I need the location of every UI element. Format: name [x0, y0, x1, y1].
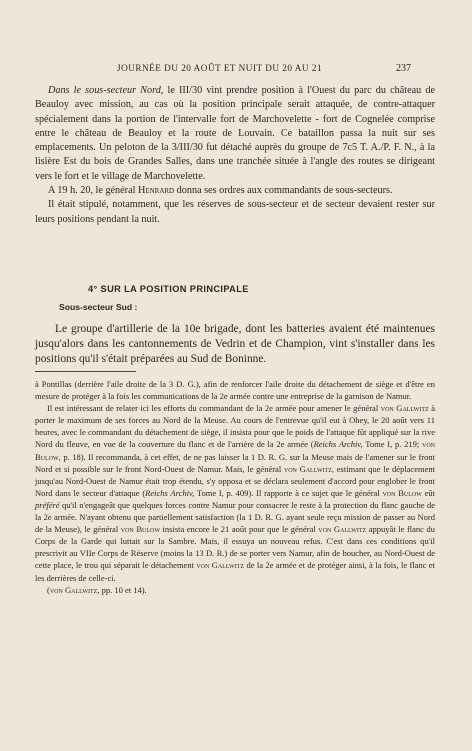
- paragraph-artillerie: Le groupe d'artillerie de la 10e brigade, dont les batteries avaient été maintenues jusqu'alors dans les cantonnements de Vedrin et de Champion, vint s'installer dans les positions qu'il s'était préparées au Sud de Boninne.: [35, 323, 435, 365]
- subsection-heading: Sous-secteur Sud :: [59, 302, 138, 312]
- section-heading: 4° SUR LA POSITION PRINCIPALE: [88, 284, 249, 294]
- running-title: JOURNÉE DU 20 AOÛT ET NUIT DU 20 AU 21: [117, 63, 323, 73]
- footnote-gallwitz: Il est intéressant de relater ici les efforts du commandant de la 2e armée pour amener le général von Gallwitz à porter le maximum de ses forces au Nord de la Meuse. Au cours de l'entrevue qu'il eut à Ohey, le 20 août vers 11 heures, avec le commandant du détachement de siège, il insista pour que le poids de l'attaque fût appliqué sur la rive Nord du fleuve, en vue de la couverture du flanc et de l'arrière de la 2e armée (Reichs Archiv, Tome I, p. 219; von Bulow, p. 18). Il recommanda, à cet effet, de ne pas laisser la 1 D. R. G. sur la Meuse mais de l'amener sur le front Nord et si possible sur le front Nord-Ouest de Namur. Mais, le général von Gallwitz, estimant que le déplacement jusqu'au Nord-Ouest de Namur était trop étendu, s'y opposa et se déclara seulement d'accord pour englober le front Nord dans le secteur d'attaque (Reichs Archiv, Tome I, p. 409). Il rapporte à ce sujet que le général von Bulow eût préféré qu'il n'engageât que quelques forces contre Namur pour consacrer le reste à la protection du flanc gauche de la 2e armée. N'ayant obtenu que partiellement satisfaction (la 1 D. R. G. ayant seule reçu mission de passer au Nord de la Meuse), le général von Bulow insista encore le 21 août pour que le général von Gallwitz appuyât le flanc du Corps de la Garde qui luttait sur la Sambre. Mais, il essuya un nouveau refus. C'est dans ces conditions qu'il prescrivit au VIIe Corps de Réserve (moins la 13 D. R.) de se porter vers Namur, afin de boucher, au Nord-Ouest de cette place, le trou qui séparait le détachement von Gallwitz de la 2e armée et de protéger ainsi, à la fois, le flanc et les derrières de celle-ci.: [35, 403, 436, 583]
- main-text: [35, 84, 435, 227]
- running-head: [0, 63, 472, 77]
- footnote-citation: (von Gallwitz, pp. 10 et 14).: [47, 584, 147, 595]
- paragraph-sous-secteur-nord: [35, 84, 435, 184]
- section-text: [35, 322, 435, 366]
- footnotes: [35, 378, 435, 596]
- paragraph-ordres: A 19 h. 20, le général Henrard donna ses ordres aux commandants de sous-secteurs.: [48, 185, 393, 197]
- person-name: Henrard: [137, 185, 175, 197]
- paragraph-reserves: Il était stipulé, notamment, que les réserves de sous-secteur et de secteur devaient rester sur leurs positions pendant la nuit.: [35, 199, 435, 225]
- paragraph-text: le III/30 vint prendre position à l'Ouest du parc du château de Beauloy avec mission, au cas où la position principale serait attaquée, de contre-attaquer spécialement dans la portion de l'intervalle fort de Marchovelette - fort de Cognelée comprise entre le château de Beauloy et la route de Louvain. Ce bataillon passa la nuit sur ses emplacements. Un peloton de la 3/III/30 fut détaché auprès du groupe de 7c5 T. A./P. F. N., à la lisière Est du bois de Grandes Salles, dans une tranchée située à l'angle des routes se dirigeant vers le fort et le village de Marchovelette.: [35, 85, 435, 182]
- footnote-continuation: à Pontillas (derrière l'aile droite de la 3 D. G.), afin de renforcer l'aile droite du détachement de siège et d'être en mesure de protéger à la fois les communications de la 2e armée contre une entreprise de la garnison de Namur.: [35, 379, 435, 402]
- emphasis-sous-secteur-nord: Dans le sous-secteur Nord,: [48, 85, 164, 96]
- footnote-rule: [35, 371, 136, 372]
- page-number: 237: [396, 63, 411, 74]
